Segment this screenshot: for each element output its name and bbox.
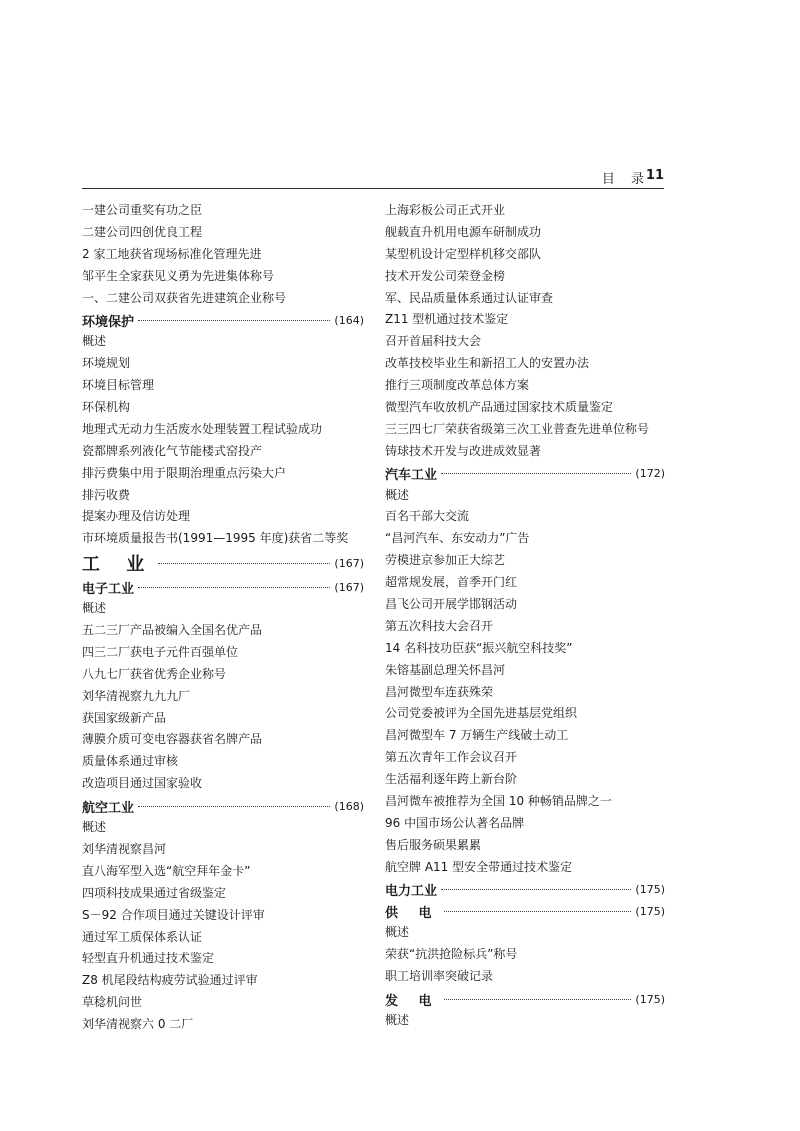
toc-entry: 一、二建公司双获省先进建筑企业称号: [82, 290, 287, 305]
toc-entry: 提案办理及信访处理: [82, 509, 191, 524]
toc-section-heading: [82, 795, 364, 817]
toc-entry: 铸球技术开发与改进成效显著: [385, 443, 542, 458]
toc-entry: 草稔机问世: [82, 995, 143, 1010]
header-page-number: 11: [645, 168, 664, 183]
toc-section-heading: [82, 576, 364, 598]
toc-page-ref: (175): [635, 883, 665, 897]
toc-entry: 概述: [385, 487, 410, 502]
toc-entry: 航空牌 A11 型安全带通过技术鉴定: [385, 859, 573, 874]
toc-right-column: [385, 200, 665, 1032]
toc-entry: 超常规发展，首季开门红: [385, 575, 518, 590]
toc-entry: 直八海军型入选“航空拜年金卡”: [82, 863, 251, 878]
toc-entry: 通过军工质保体系认证: [82, 929, 203, 944]
toc-entry: 一建公司重奖有功之臣: [82, 203, 203, 217]
toc-entry: 四项科技成果通过省级鉴定: [82, 885, 227, 900]
dot-leader: [444, 999, 632, 1000]
dot-leader: [441, 473, 631, 474]
toc-entry: 概述: [82, 820, 107, 835]
toc-entry: 市环境质量报告书(1991—1995 年度)获省二等奖: [82, 531, 349, 546]
toc-entry: 96 中国市场公认著名品牌: [385, 815, 525, 830]
page-header: [82, 168, 664, 188]
toc-entry: 昌飞公司开展学邯钢活动: [385, 597, 518, 612]
toc-entry: 五二三厂产品被编入全国名优产品: [82, 623, 263, 638]
toc-entry: 昌河微型车连获殊荣: [385, 684, 494, 699]
toc-entry: 微型汽车收放机产品通过国家技术质量鉴定: [385, 400, 614, 415]
toc-heading-label: 环境保护: [82, 314, 135, 330]
toc-entry: 朱镕基副总理关怀昌河: [385, 662, 506, 677]
toc-entry: 改造项目通过国家验收: [82, 776, 203, 791]
toc-heading-label: 汽车工业: [385, 468, 438, 484]
toc-entry: 荣获“抗洪抢险标兵”称号: [385, 947, 518, 962]
toc-entry: 概述: [385, 1012, 410, 1027]
toc-entry: 排污收费: [82, 487, 131, 502]
toc-section-heading: [385, 879, 665, 901]
toc-entry: 排污费集中用于限期治理重点污染大户: [82, 465, 287, 480]
toc-entry: 四三二厂获电子元件百强单位: [82, 644, 239, 659]
toc-section-heading: [385, 463, 665, 485]
toc-page-ref: (168): [334, 799, 364, 813]
toc-entry: 上海彩板公司正式开业: [385, 203, 506, 217]
toc-entry: 环保机构: [82, 400, 131, 415]
toc-entry: 14 名科技功臣获“振兴航空科技奖”: [385, 640, 573, 655]
toc-page-ref: (175): [635, 992, 665, 1006]
toc-entry: 三三四七厂荣获省级第三次工业普查先进单位称号: [385, 421, 650, 436]
toc-entry: Z11 型机通过技术鉴定: [385, 312, 509, 327]
toc-entry: 召开首届科技大会: [385, 334, 482, 349]
dot-leader: [441, 889, 631, 890]
toc-page-ref: (172): [635, 467, 665, 481]
toc-heading-label: 电子工业: [82, 581, 135, 597]
toc-entry: 推行三项制度改革总体方案: [385, 378, 530, 393]
toc-entry: 改革技校毕业生和新招工人的安置办法: [385, 356, 590, 371]
toc-entry: 职工培训率突破记录: [385, 969, 494, 984]
toc-heading-label: 发 电: [385, 993, 440, 1009]
toc-entry: 2 家工地获省现场标准化管理先进: [82, 246, 262, 261]
dot-leader: [444, 911, 632, 912]
toc-entry: 薄膜介质可变电容器获省名牌产品: [82, 732, 263, 747]
toc-entry: 某型机设计定型样机移交部队: [385, 246, 542, 261]
toc-entry: 环境规划: [82, 356, 131, 371]
toc-heading-label: 工 业: [82, 554, 155, 576]
toc-entry: 售后服务硕果累累: [385, 837, 482, 852]
toc-entry: 邹平生全家获见义勇为先进集体称号: [82, 268, 275, 283]
toc-entry: 二建公司四创优良工程: [82, 224, 203, 239]
toc-page-ref: (167): [334, 556, 364, 570]
header-rule: [82, 188, 664, 189]
toc-page-ref: (167): [334, 580, 364, 594]
dot-leader: [138, 320, 330, 321]
toc-page-ref: (164): [334, 313, 364, 327]
toc-entry: “昌河汽车、东安动力”广告: [385, 531, 530, 546]
toc-entry: 质量体系通过审核: [82, 754, 179, 769]
toc-entry: 瓷都牌系列液化气节能楼式窑投产: [82, 443, 263, 458]
toc-entry: 八九七厂获省优秀企业称号: [82, 666, 227, 681]
toc-entry: 第五次青年工作会议召开: [385, 750, 518, 765]
toc-entry: 第五次科技大会召开: [385, 618, 494, 633]
toc-entry: 劳模进京参加正大综艺: [385, 553, 506, 568]
toc-entry: 轻型直升机通过技术鉴定: [82, 951, 215, 966]
toc-entry: 舰载直升机用电源车研制成功: [385, 224, 542, 239]
toc-section-heading: [385, 988, 665, 1010]
toc-entry: S－92 合作项目通过关键设计评审: [82, 907, 265, 922]
toc-entry: 百名干部大交流: [385, 509, 470, 524]
toc-entry: 技术开发公司荣登金榜: [385, 268, 506, 283]
toc-page-ref: (175): [635, 904, 665, 918]
toc-entry: 地理式无动力生活废水处理装置工程试验成功: [82, 421, 323, 436]
toc-entry: 获国家级新产品: [82, 710, 167, 725]
toc-section-heading: [385, 901, 665, 923]
dot-leader: [138, 806, 330, 807]
toc-entry: 刘华清视察六 0 二厂: [82, 1017, 194, 1032]
toc-entry: 环境目标管理: [82, 378, 155, 393]
toc-entry: 公司党委被评为全国先进基层党组织: [385, 706, 578, 721]
toc-entry: 昌河微车被推荐为全国 10 种畅销品牌之一: [385, 794, 612, 809]
header-title: 目 录: [601, 172, 650, 187]
toc-entry: 生活福利逐年跨上新台阶: [385, 772, 518, 787]
dot-leader: [138, 587, 330, 588]
toc-entry: 概述: [82, 601, 107, 616]
toc-left-column: [82, 200, 364, 1036]
toc-heading-label: 电力工业: [385, 884, 438, 900]
toc-entry: 刘华清视察九九九厂: [82, 688, 191, 703]
toc-entry: 刘华清视察昌河: [82, 841, 167, 856]
toc-entry: 概述: [385, 925, 410, 940]
dot-leader: [158, 563, 330, 564]
toc-entry: 昌河微型车 7 万辆生产线破土动工: [385, 728, 569, 743]
toc-entry: 军、民品质量体系通过认证审查: [385, 290, 554, 305]
toc-heading-label: 供 电: [385, 905, 440, 921]
toc-heading-label: 航空工业: [82, 800, 135, 816]
toc-entry: Z8 机尾段结构疲劳试验通过评审: [82, 973, 258, 988]
toc-entry: 概述: [82, 334, 107, 349]
toc-section-heading: [82, 309, 364, 331]
toc-major-heading: [82, 550, 364, 576]
